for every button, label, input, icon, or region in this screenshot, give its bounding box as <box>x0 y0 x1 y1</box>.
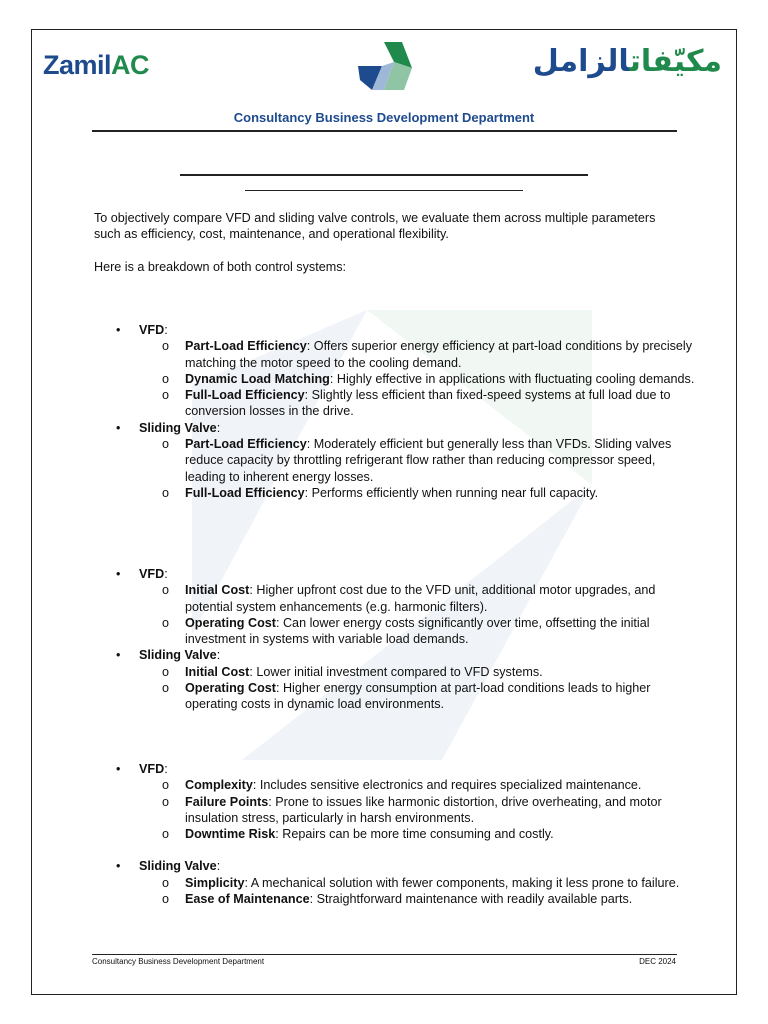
bullet-icon: • <box>116 567 121 581</box>
circle-bullet-icon: o <box>162 827 170 842</box>
list-item: o Failure Points: Prone to issues like harmonic distortion, drive overheating, and motor insulation stress, particularly in harsh environments. <box>162 794 662 825</box>
circle-bullet-icon: o <box>162 664 170 679</box>
bullet-icon: • <box>116 762 121 776</box>
bullet-icon: • <box>116 648 121 663</box>
intro-paragraph: To objectively compare VFD and sliding valve controls, we evaluate them across multiple parameters such as efficiency, cost, maintenance, and operational flexibility. <box>94 211 656 242</box>
header-divider <box>92 130 677 132</box>
bullet-icon: • <box>116 420 121 435</box>
bullet-icon: • <box>116 323 121 337</box>
list-item: o Initial Cost: Lower initial investment compared to VFD systems. <box>162 664 543 679</box>
list-item: • VFD: <box>116 567 168 581</box>
list-item: o Part-Load Efficiency: Offers superior energy efficiency at part-load conditions by precisely matching the motor speed to the cooling demand. <box>162 339 693 370</box>
circle-bullet-icon: o <box>162 615 170 630</box>
list-item: o Part-Load Efficiency: Moderately efficient but generally less than VFDs. Sliding valves reduce capacity by throttling refrigerant flow rather than reducing compressor speed, leading to inherent energy losses. <box>162 437 672 484</box>
list-item: o Ease of Maintenance: Straightforward maintenance with readily available parts. <box>162 892 633 907</box>
list-item: o Simplicity: A mechanical solution with fewer components, making it less prone to failure. <box>162 875 680 890</box>
list-item: o Dynamic Load Matching: Highly effective in applications with fluctuating cooling demands. <box>162 371 695 386</box>
section-maintenance <box>32 761 736 907</box>
section-cost <box>32 566 736 713</box>
list-item: o Complexity: Includes sensitive electronics and requires specialized maintenance. <box>162 778 642 793</box>
title-line <box>180 174 588 176</box>
list-item: o Full-Load Efficiency: Performs efficiently when running near full capacity. <box>162 485 599 500</box>
subtitle-line <box>245 190 523 191</box>
list-item: o Downtime Risk: Repairs can be more time consuming and costly. <box>162 827 554 842</box>
footer-department: Consultancy Business Development Department <box>92 957 265 966</box>
footer-divider <box>92 954 677 955</box>
zamil-emblem-icon <box>354 40 414 96</box>
section-efficiency <box>32 322 736 501</box>
zamil-arabic-logo: مكيّفاتالزامل <box>532 44 722 79</box>
list-item: • Sliding Valve: <box>116 648 221 663</box>
circle-bullet-icon: o <box>162 583 170 598</box>
list-item: o Operating Cost: Can lower energy costs significantly over time, offsetting the initial investment in systems with variable load demands. <box>162 615 650 647</box>
document-page <box>31 29 737 995</box>
circle-bullet-icon: o <box>162 681 170 696</box>
circle-bullet-icon: o <box>162 388 170 403</box>
list-item: • Sliding Valve: <box>116 859 221 874</box>
circle-bullet-icon: o <box>162 794 170 809</box>
list-item: • VFD: <box>116 323 168 337</box>
circle-bullet-icon: o <box>162 485 170 500</box>
intro-text <box>94 210 684 291</box>
zamil-ac-logo: ZamilAC <box>43 50 150 80</box>
department-title: Consultancy Business Development Department <box>233 110 535 125</box>
circle-bullet-icon: o <box>162 437 170 452</box>
circle-bullet-icon: o <box>162 892 170 907</box>
bullet-icon: • <box>116 859 121 874</box>
circle-bullet-icon: o <box>162 875 170 890</box>
footer-date: DEC 2024 <box>639 957 676 966</box>
circle-bullet-icon: o <box>162 339 170 354</box>
list-item: o Initial Cost: Higher upfront cost due to the VFD unit, additional motor upgrades, and potential system enhancements (e.g. harmonic filters). <box>162 583 656 614</box>
list-item: • VFD: <box>116 762 168 776</box>
intro-paragraph: Here is a breakdown of both control systems: <box>94 259 346 274</box>
list-item: o Operating Cost: Higher energy consumption at part-load conditions leads to higher operating costs in dynamic load environments. <box>162 681 651 712</box>
list-item: o Full-Load Efficiency: Slightly less efficient than fixed-speed systems at full load due to conversion losses in the drive. <box>162 388 671 419</box>
circle-bullet-icon: o <box>162 371 170 386</box>
list-item: • Sliding Valve: <box>116 420 221 435</box>
circle-bullet-icon: o <box>162 778 170 793</box>
